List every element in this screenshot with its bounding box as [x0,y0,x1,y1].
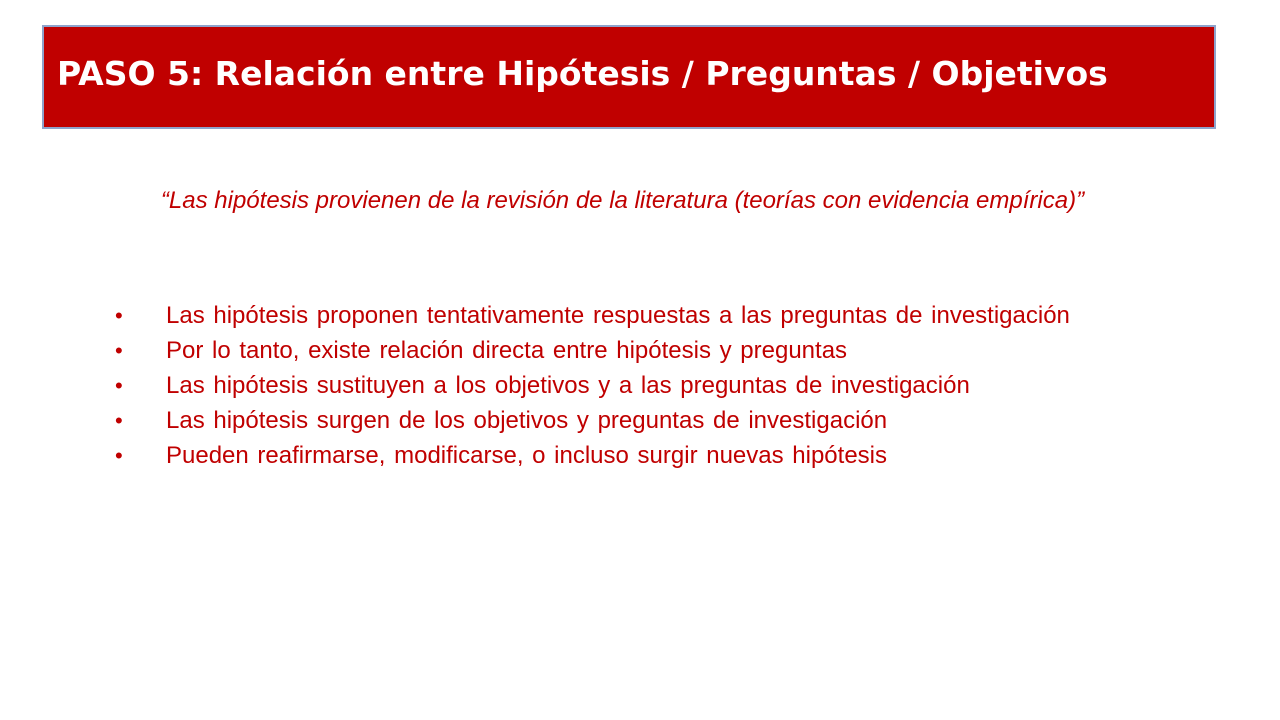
slide-title: PASO 5: Relación entre Hipótesis / Preguntas / Objetivos [57,53,1108,93]
bullet-text: Las hipótesis surgen de los objetivos y preguntas de investigación [166,407,888,434]
bullet-item [115,368,1165,403]
bullet-text: Las hipótesis sustituyen a los objetivos y a las preguntas de investigación [166,372,970,399]
bullet-icon: • [115,443,123,468]
bullet-item [115,438,1165,473]
bullet-icon: • [115,373,123,398]
bullet-text: Las hipótesis proponen tentativamente respuestas a las preguntas de investigación [166,302,1070,329]
bullet-icon: • [115,303,123,328]
bullet-text: Por lo tanto, existe relación directa entre hipótesis y preguntas [166,337,848,364]
bullet-item [115,403,1165,438]
bullet-icon: • [115,338,123,363]
bullet-text: Pueden reafirmarse, modificarse, o incluso surgir nuevas hipótesis [166,442,888,469]
quote-text: “Las hipótesis provienen de la revisión de la literatura (teorías con evidencia empírica)” [160,187,1085,214]
bullet-icon: • [115,408,123,433]
bullet-list [115,298,1165,473]
title-bar [42,25,1216,129]
bullet-item [115,298,1165,333]
bullet-item [115,333,1165,368]
